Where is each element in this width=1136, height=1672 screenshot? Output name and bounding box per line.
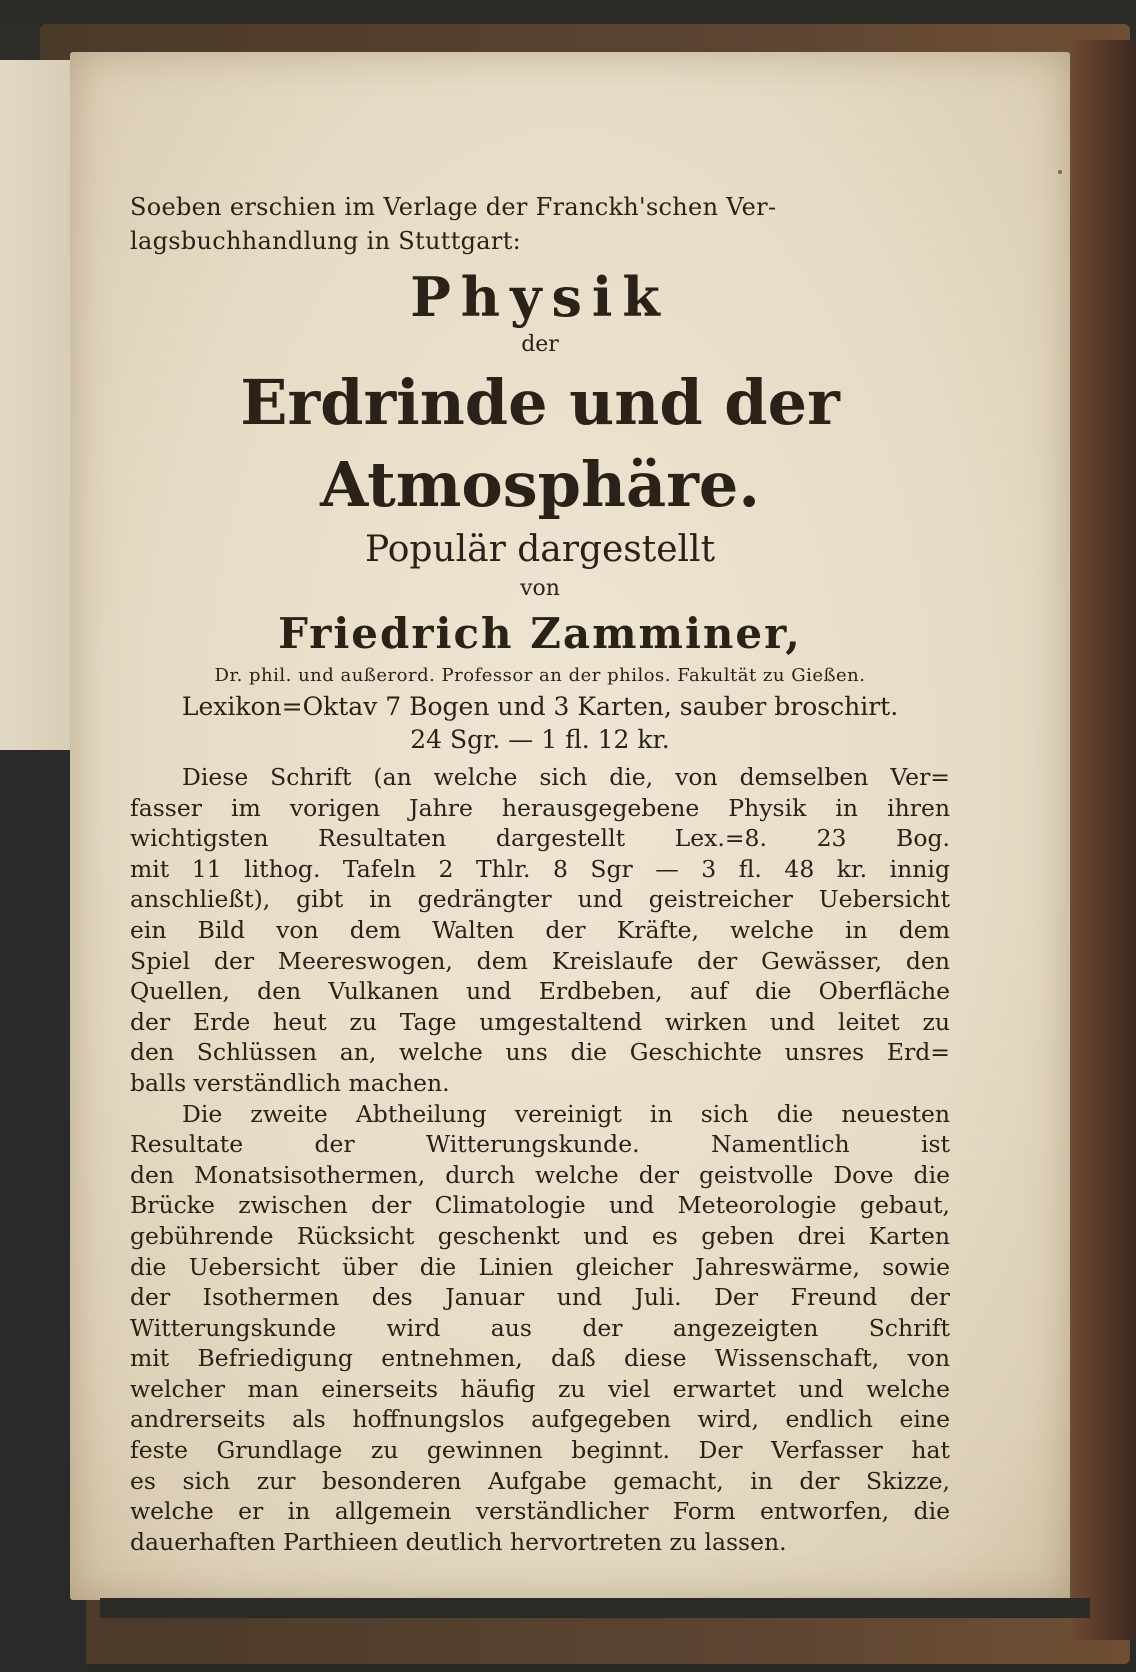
text-line: welche er in allgemein verständlicher Form entworfen, die <box>130 1497 950 1526</box>
text-line: ein Bild von dem Walten der Kräfte, welche in dem <box>130 915 950 944</box>
text-line: Spiel der Meereswogen, dem Kreislaufe der Gewässer, den <box>130 946 950 975</box>
text-line: Die zweite Abtheilung vereinigt in sich die neuesten <box>182 1099 950 1128</box>
author-name: Friedrich Zamminer, <box>278 609 802 658</box>
advertisement <box>130 190 950 1557</box>
book-subtitle: Populär dargestellt <box>364 529 716 570</box>
text-line: Resultate der Witterungskunde. Namentlich ist <box>130 1130 950 1159</box>
text-line: gebührende Rücksicht geschenkt und es geben drei Karten <box>130 1221 950 1250</box>
text-line: Brücke zwischen der Climatologie und Meteorologie gebaut, <box>130 1191 950 1220</box>
book-title-main: Erdrinde und der Atmosphäre. <box>240 366 840 521</box>
text-line: balls verständlich machen. <box>130 1068 450 1097</box>
text-line: wichtigsten Resultaten dargestellt Lex.=8. 23 Bog. <box>130 824 950 853</box>
description-paragraph-1 <box>130 762 950 1099</box>
text-line: mit Befriedigung entnehmen, daß diese Wissenschaft, von <box>130 1344 950 1373</box>
text-line: der Isothermen des Januar und Juli. Der Freund der <box>130 1283 950 1312</box>
text-line: dauerhaften Parthieen deutlich hervortreten zu lassen. <box>130 1527 787 1556</box>
author-credentials: Dr. phil. und außerord. Professor an der philos. Fakultät zu Gießen. <box>214 665 866 686</box>
text-line: es sich zur besonderen Aufgabe gemacht, in der Skizze, <box>130 1466 950 1495</box>
text-line: Witterungskunde wird aus der angezeigten Schrift <box>130 1313 950 1342</box>
text-line: anschließt), gibt in gedrängter und geistreicher Uebersicht <box>130 885 950 914</box>
publisher-intro <box>130 190 950 258</box>
title-connector: der <box>521 332 559 357</box>
intro-line-1: Soeben erschien im Verlage der Franckh'schen Ver- <box>130 193 777 221</box>
text-line: fasser im vorigen Jahre herausgegebene Physik in ihren <box>130 793 950 822</box>
paper-speck <box>1058 170 1062 174</box>
intro-line-2: lagsbuchhandlung in Stuttgart: <box>130 227 522 255</box>
book-price: 24 Sgr. — 1 fl. 12 kr. <box>410 725 670 754</box>
text-line: feste Grundlage zu gewinnen beginnt. Der Verfasser hat <box>130 1436 950 1465</box>
book-title-physik: Physik <box>410 265 670 329</box>
by-line: von <box>520 576 560 601</box>
text-line: der Erde heut zu Tage umgestaltend wirken und leitet zu <box>130 1007 950 1036</box>
text-line: Quellen, den Vulkanen und Erdbeben, auf die Oberfläche <box>130 977 950 1006</box>
text-line: die Uebersicht über die Linien gleicher Jahreswärme, sowie <box>130 1252 950 1281</box>
book-cover-edge <box>1072 40 1136 1640</box>
text-line: den Schlüssen an, welche uns die Geschichte unsres Erd= <box>130 1038 950 1067</box>
text-line: welcher man einerseits häufig zu viel erwartet und welche <box>130 1374 950 1403</box>
text-line: Diese Schrift (an welche sich die, von demselben Ver= <box>182 763 950 791</box>
page-bottom-shadow <box>100 1598 1090 1618</box>
text-line: andrerseits als hoffnungslos aufgegeben wird, endlich eine <box>130 1405 950 1434</box>
book-format: Lexikon=Oktav 7 Bogen und 3 Karten, sauber broschirt. <box>181 692 899 721</box>
description-paragraph-2 <box>130 1099 950 1558</box>
text-line: mit 11 lithog. Tafeln 2 Thlr. 8 Sgr — 3 fl. 48 kr. innig <box>130 854 950 883</box>
text-line: den Monatsisothermen, durch welche der geistvolle Dove die <box>130 1160 950 1189</box>
